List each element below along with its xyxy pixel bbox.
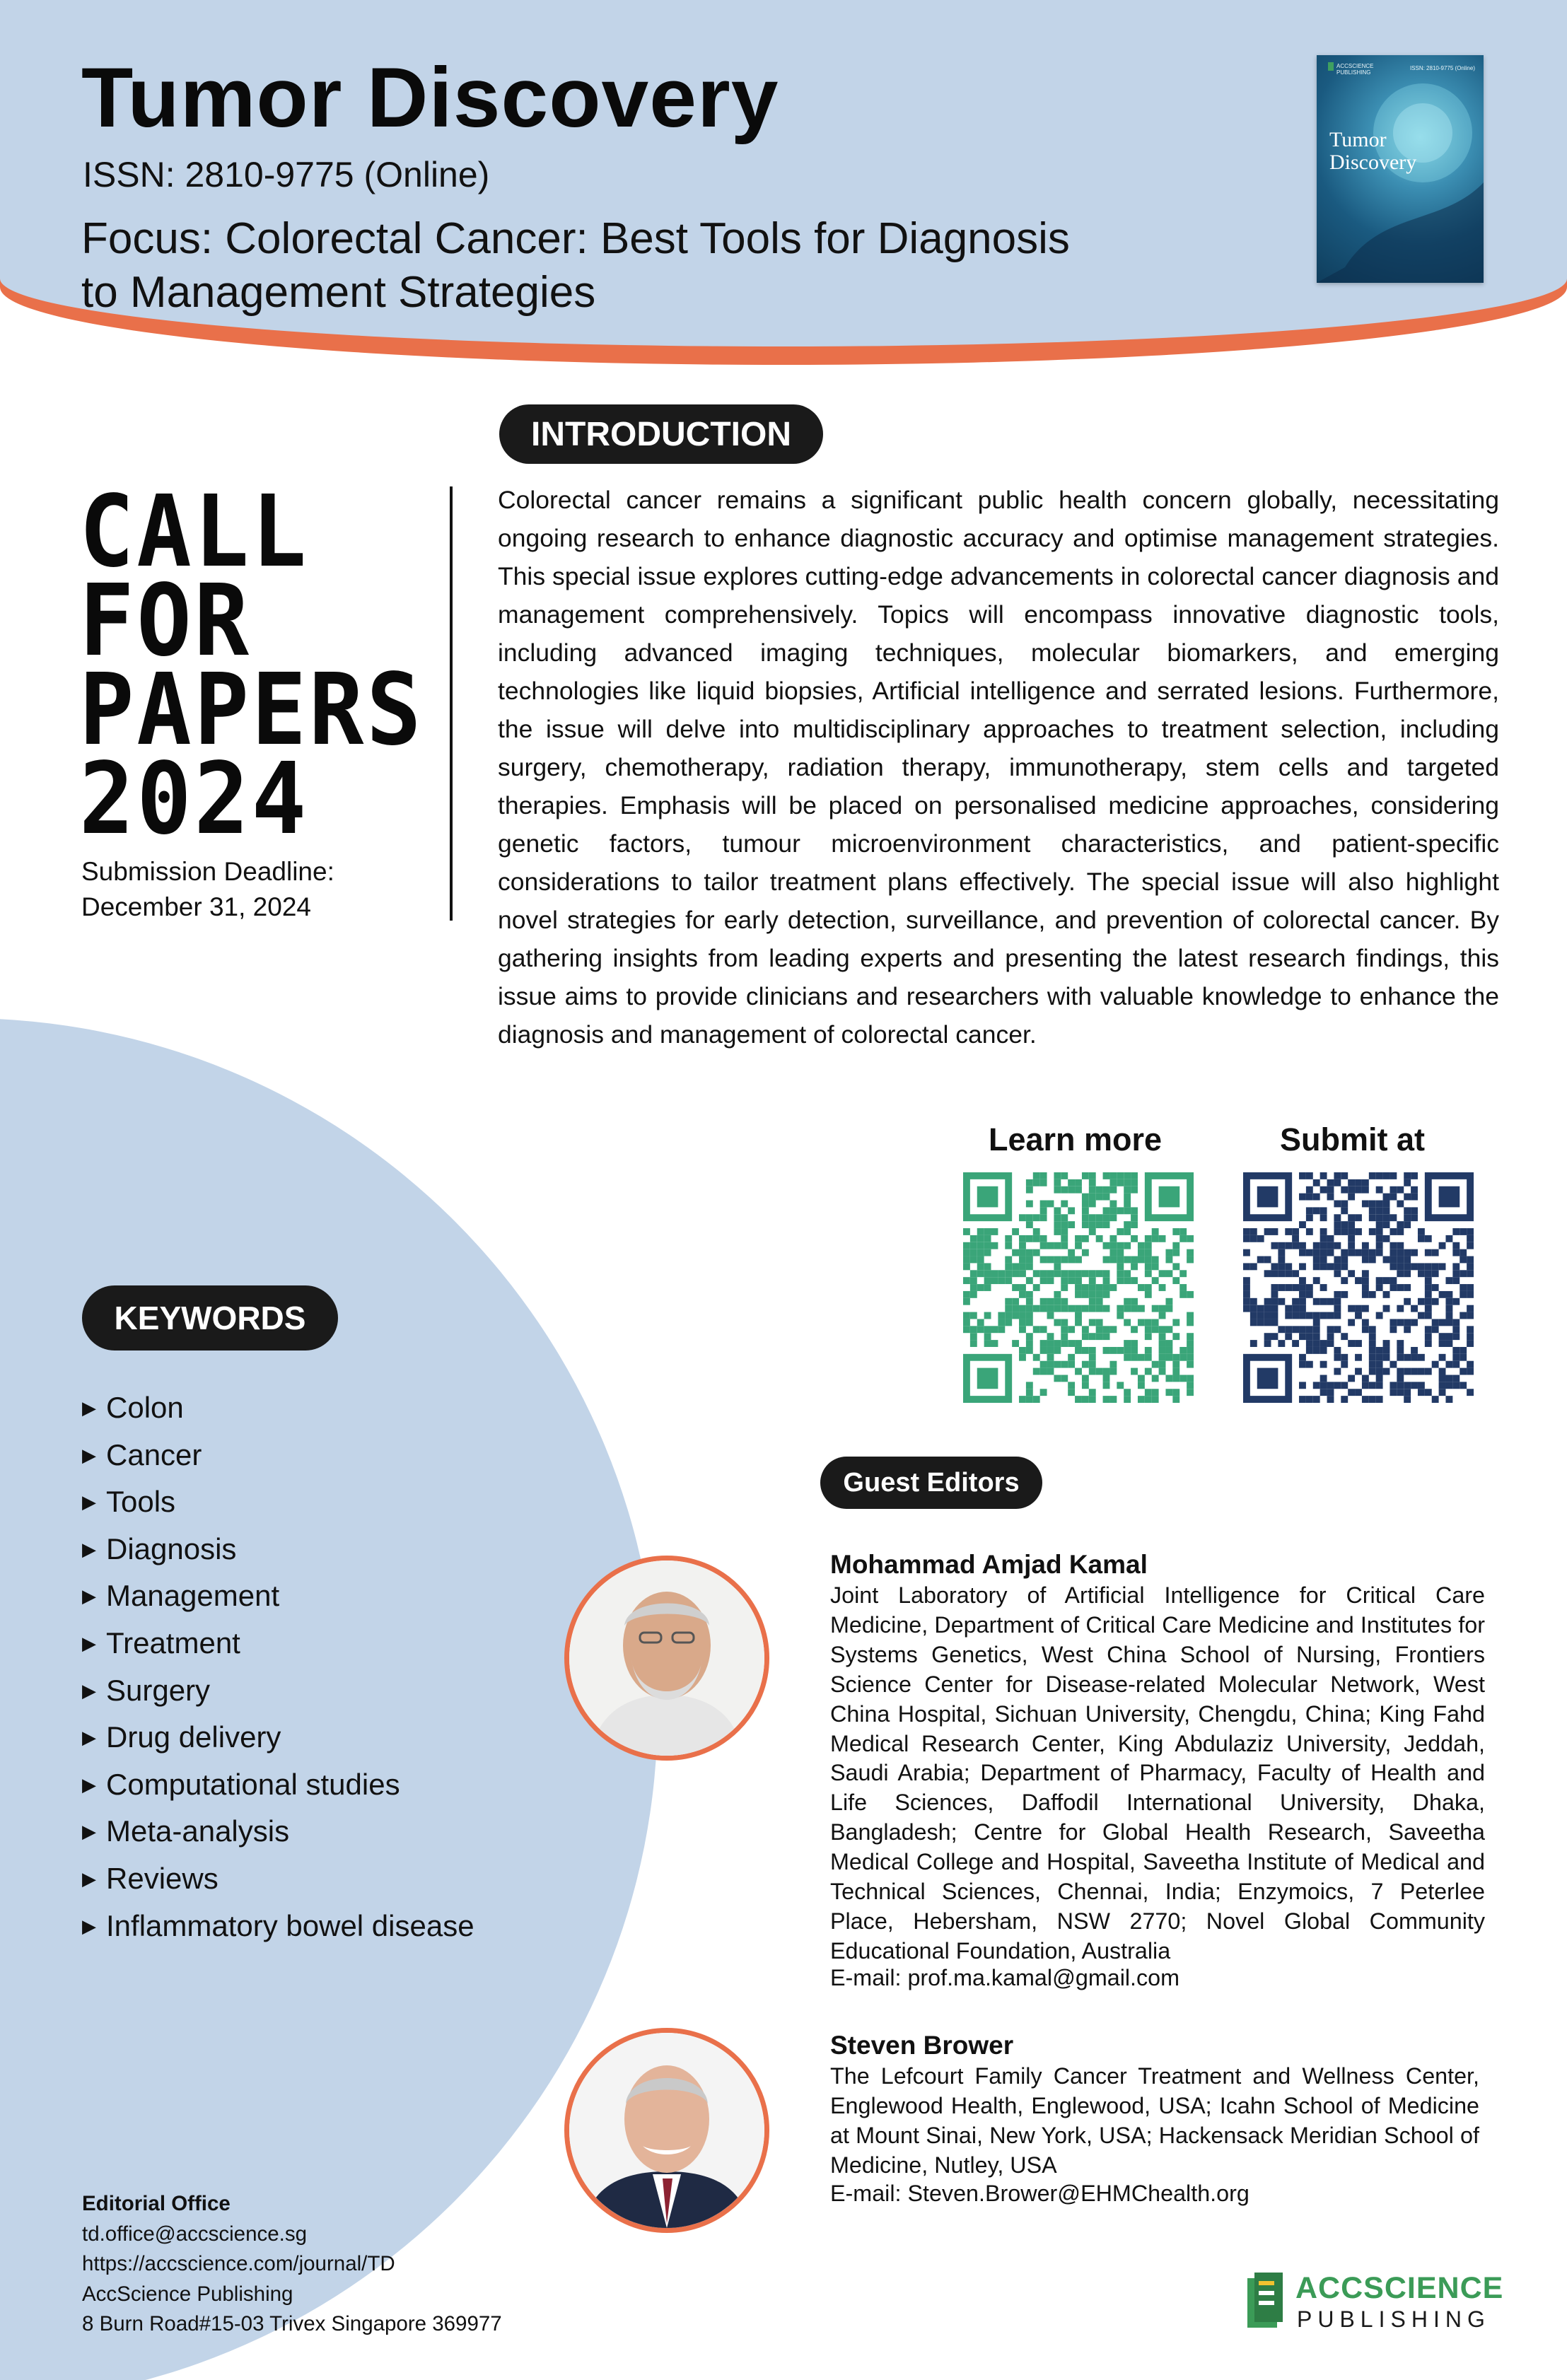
vertical-divider [450,486,453,921]
triangle-bullet-icon: ▶ [82,1397,96,1418]
keyword-item [82,1808,474,1855]
triangle-bullet-icon: ▶ [82,1585,96,1607]
editorial-office-email[interactable]: td.office@accscience.sg [82,2222,308,2246]
submit-at-label: Submit at [1280,1121,1426,1157]
triangle-bullet-icon: ▶ [82,1679,96,1701]
learn-more-qr-code[interactable] [963,1172,1194,1403]
triangle-bullet-icon: ▶ [82,1491,96,1513]
triangle-bullet-icon: ▶ [82,1915,96,1937]
introduction-body: Colorectal cancer remains a significant public health concern globally, necessitating ongoing research to enhance diagnostic accuracy and optimise management strategies. This special issue explores cutting-edge advancements in colorectal cancer diagnosis and management comprehensively. Topics will encompass innovative diagnostic tools, including advanced imaging techniques, molecular biomarkers, and emerging technologies like liquid biopsies, Artificial intelligence and serrated lesions. Furthermore, the issue will delve into multidisciplinary approaches to treatment selection, including surgery, chemotherapy, radiation therapy, immunotherapy, stem cells and targeted therapies. Emphasis will be placed on personalised medicine approaches, considering genetic factors, tumour microenvironment characteristics, and patient-specific considerations to tailor treatment plans effectively. The special issue will also highlight novel strategies for early detection, surveillance, and prevention of colorectal cancer. By gathering insights from leading experts and presenting the latest research findings, this issue aims to provide clinicians and researchers with valuable knowledge to enhance the diagnosis and management of colorectal cancer. [498,486,1499,1049]
keyword-text: Colon [106,1391,184,1424]
keyword-item [82,1761,474,1809]
editor-2-name: Steven Brower [830,2031,1014,2060]
keyword-item [82,1855,474,1903]
keyword-item [82,1667,474,1715]
triangle-bullet-icon: ▶ [82,1867,96,1889]
keyword-text: Computational studies [106,1767,400,1801]
introduction-label: INTRODUCTION [499,404,823,464]
keyword-item [82,1620,474,1667]
publisher-logo-icon [1245,2271,1286,2332]
editorial-office-url[interactable]: https://accscience.com/journal/TD [82,2252,395,2275]
publisher-logo-tagline: PUBLISHING [1297,2306,1491,2332]
editor-2-email[interactable]: E-mail: Steven.Brower@EHMChealth.org [830,2181,1249,2206]
submit-qr-code[interactable] [1243,1172,1474,1403]
keyword-item [82,1432,474,1479]
keyword-text: Drug delivery [106,1720,281,1754]
editorial-office-publisher: AccScience Publishing [82,2282,293,2306]
cover-title: Tumor Discovery [1329,128,1417,174]
keyword-text: Treatment [106,1626,240,1659]
keyword-text: Surgery [106,1673,211,1707]
keyword-item [82,1384,474,1432]
triangle-bullet-icon: ▶ [82,1538,96,1560]
issue-focus [81,212,1248,320]
keywords-label: KEYWORDS [82,1285,338,1351]
editor-1-portrait [569,1561,764,1756]
keyword-item [82,1573,474,1620]
journal-cover-image [1317,55,1484,283]
deadline-date: December 31, 2024 [81,892,311,921]
learn-more-label: Learn more [989,1121,1163,1157]
editor-1-email[interactable]: E-mail: prof.ma.kamal@gmail.com [830,1965,1180,1990]
cover-brand: ACCSCIENCE PUBLISHING [1336,63,1374,76]
editor-2-photo [564,2028,769,2233]
editor-1-affiliation: Joint Laboratory of Artificial Intelligence for Critical Care Medicine, Department of Critical Care Medicine and Institutes for Systems Genetics, West China School of Nursing, Frontiers Science Center for Disease-related Molecular Network, West China Hospital, Sichuan University, Chengdu, China; King Fahd Medical Research Center, King Abdulaziz University, Jeddah, Saudi Arabia; Department of Pharmacy, Faculty of Health and Life Sciences, Daffodil International University, Dhaka, Bangladesh; Centre for Global Health Research, Saveetha Medical College and Hospital, Saveetha Institute of Medical and Technical Sciences, Chennai, India; Enzymoics, 7 Peterlee Place, Hebersham, NSW 2770; Novel Global Community Educational Foundation, Australia [830,1582,1485,1964]
editorial-office-address: 8 Burn Road#15-03 Trivex Singapore 369977 [82,2312,502,2335]
keyword-item [82,1526,474,1573]
editor-2-affiliation: The Lefcourt Family Cancer Treatment and Wellness Center, Englewood Health, Englewood, USA; Icahn School of Medicine at Mount Sinai, New York, USA; Hackensack Meridian School of Medicine, Nutley, USA [830,2063,1479,2178]
keyword-item [82,1478,474,1526]
triangle-bullet-icon: ▶ [82,1821,96,1843]
issue-focus-line-1: Focus: Colorectal Cancer: Best Tools for Diagnosis [81,214,1070,263]
cover-logo-icon [1328,62,1334,71]
guest-editors-label: Guest Editors [820,1457,1042,1509]
cover-issn: ISSN: 2810-9775 (Online) [1409,65,1475,71]
editor-1-photo [564,1556,769,1761]
keyword-text: Management [106,1579,280,1613]
keyword-text: Cancer [106,1437,202,1471]
editorial-office-title: Editorial Office [82,2192,231,2215]
triangle-bullet-icon: ▶ [82,1444,96,1466]
keyword-item [82,1903,474,1950]
call-for-papers-heading: CALL FOR PAPERS 2024 [79,474,424,857]
keyword-text: Meta-analysis [106,1814,290,1848]
publisher-logo [1245,2270,1504,2333]
triangle-bullet-icon: ▶ [82,1773,96,1795]
editorial-office [82,2189,502,2340]
keyword-item [82,1714,474,1761]
keyword-text: Tools [106,1485,176,1519]
publisher-logo-name: ACCSCIENCE [1295,2271,1504,2305]
journal-title: Tumor Discovery [81,50,779,145]
deadline-label: Submission Deadline: [81,857,334,886]
journal-issn: ISSN: 2810-9775 (Online) [83,155,490,194]
keywords-list [82,1384,474,1949]
keyword-text: Reviews [106,1861,219,1895]
triangle-bullet-icon: ▶ [82,1632,96,1654]
triangle-bullet-icon: ▶ [82,1727,96,1749]
editor-2-portrait [569,2033,764,2228]
issue-focus-line-2: to Management Strategies [81,268,596,317]
keyword-text: Diagnosis [106,1532,237,1565]
editor-1-name: Mohammad Amjad Kamal [830,1550,1148,1579]
keyword-text: Inflammatory bowel disease [106,1908,474,1942]
